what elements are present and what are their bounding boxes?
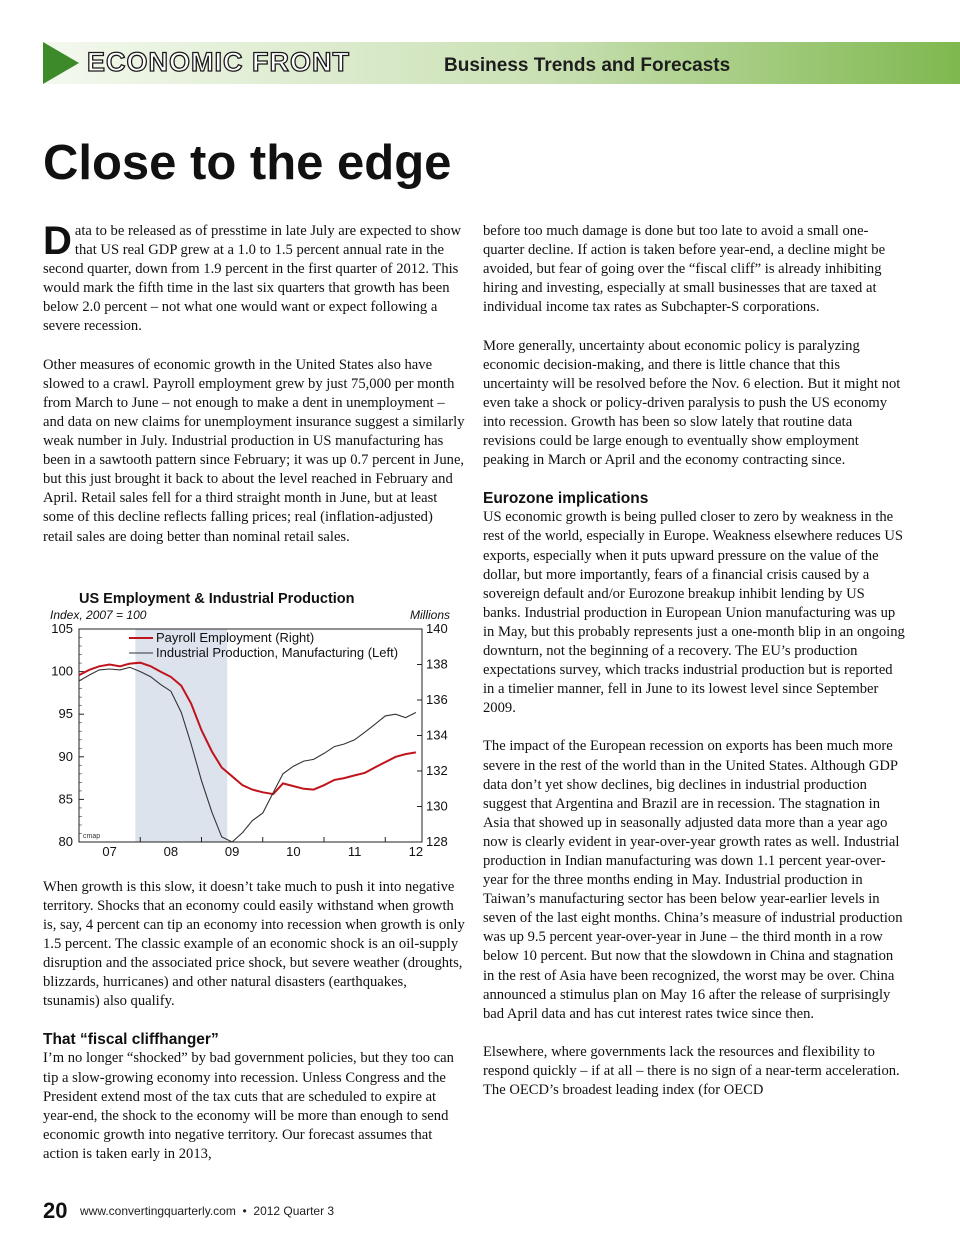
issue-label: 2012 Quarter 3 xyxy=(253,1204,335,1218)
legend-label: Industrial Production, Manufacturing (Left) xyxy=(156,645,399,660)
x-tick-label: 08 xyxy=(163,844,179,859)
right-tick-label: 130 xyxy=(426,798,448,814)
chart-title: US Employment & Industrial Production xyxy=(79,591,355,607)
footer-separator: • xyxy=(242,1204,247,1218)
footer-info xyxy=(80,1204,334,1218)
chart-legend xyxy=(129,630,398,660)
x-tick-label: 10 xyxy=(286,844,301,859)
section-subtitle: Business Trends and Forecasts xyxy=(444,55,731,76)
banner-arrow-icon xyxy=(43,42,79,84)
source-note: cmap xyxy=(83,833,101,840)
left-tick-label: 85 xyxy=(58,791,73,807)
employment-production-chart xyxy=(43,585,465,870)
section-banner xyxy=(43,42,960,84)
right-column xyxy=(483,222,905,1119)
page-number: 20 xyxy=(43,1198,68,1223)
x-tick-label: 07 xyxy=(102,844,117,859)
right-axis-label: Millions xyxy=(409,608,450,622)
right-tick-label: 134 xyxy=(426,727,448,743)
left-tick-label: 95 xyxy=(58,706,73,722)
right-tick-label: 128 xyxy=(426,834,448,849)
legend-label: Payroll Employment (Right) xyxy=(156,630,315,645)
right-tick-label: 136 xyxy=(426,692,448,707)
website-link[interactable]: www.convertingquarterly.com xyxy=(80,1204,236,1218)
paragraph: US economic growth is being pulled closer to zero by weakness in the rest of the world, especially in Europe. Weakness elsewhere reduces US exports, especially when it puts upward pressure on the value of the dollar, but more importantly, fears of a financial crisis caused by a sovereign default and/or Eurozone breakup inhibit lending by US banks. Industrial production in European Union manufacturing was up in May, but this probably represents just a one-month blip in an ongoing downturn, not the beginning of a recovery. The EU’s production expectations survey, which tracks industrial production but is reported in a timelier manner, fell in June to its lowest level since September 2009. xyxy=(483,509,905,717)
paragraph: before too much damage is done but too late to avoid a small one-quarter decline. If action is taken before year-end, a decline might be avoided, but fear of going over the “fiscal cliff” is already inhibiting hiring and investing, especially at small businesses that are taxed at individual income tax rates as Subchapter-S corporations. xyxy=(483,223,886,316)
right-tick-label: 138 xyxy=(426,656,448,672)
right-tick-label: 132 xyxy=(426,763,448,778)
x-tick-label: 09 xyxy=(224,844,240,859)
x-tick-label: 12 xyxy=(408,844,424,859)
left-tick-label: 90 xyxy=(58,748,73,764)
left-tick-label: 100 xyxy=(51,663,73,679)
left-axis-label: Index, 2007 = 100 xyxy=(50,608,147,622)
paragraph: Elsewhere, where governments lack the resources and flexibility to respond quickly – if at all – there is no sign of a near-term acceleration. The OECD’s broadest leading index (for OECD xyxy=(483,1043,900,1099)
paragraph: When growth is this slow, it doesn’t take much to push it into negative territory. Shocks that an economy could easily withstand when growth is, say, 4 percent can tip an economy into recession when growth is only 1.5 percent. The classic example of an economic shock is an oil-supply disruption and the associated price shock, but severe weather (droughts, blizzards, hurricanes) and other natural disasters (earthquakes, tsunamis) also qualify. xyxy=(43,878,465,1010)
subheading: That “fiscal cliffhanger” xyxy=(43,1031,219,1049)
right-tick-label: 140 xyxy=(426,621,448,636)
paragraph: The impact of the European recession on exports has been much more severe in the rest of the world than in the United States. Although GDP data don’t yet show declines, big declines in industrial production suggest that Argentina and Brazil are in recession. The stagnation in Asia that showed up in seasonally adjusted data more than a year ago now is clearly evident in year-over-year growth rates as well. Industrial production in Indian manufacturing was down 1.1 percent year-over-year for the three months ending in May. Industrial production in Taiwan’s manufacturing sector has been below year-earlier levels in seven of the last eight months. China’s measure of industrial production was up 9.5 percent year-over-year in June – the third month in a row below 10 percent. But now that the slowdown in China and stagnation in the rest of Asia have been recognized, the worst may be over. China announced a stimulus plan on May 16 after the release of surprisingly bad April data and has cut interest rates twice since then. xyxy=(483,738,903,1022)
section-brand: ECONOMIC FRONT xyxy=(87,47,350,77)
left-tick-label: 80 xyxy=(58,834,73,849)
paragraph: I’m no longer “shocked” by bad government policies, but they too can tip a slow-growing economy into recession. Unless Congress and the President extend most of the tax cuts that are scheduled to expire at year-end, the shock to the economy will be more than enough to send economic growth into negative territory. Our forecast assumes that action is taken early in 2013, xyxy=(43,1050,454,1162)
subheading: Eurozone implications xyxy=(483,490,649,508)
paragraph: More generally, uncertainty about economic policy is paralyzing economic decision-making, and there is little chance that this uncertainty will be resolved before the Nov. 6 election. But it might not even take a shock or policy-driven paralysis to push the US economy into recession. Growth has been so slow lately that routine data revisions could be large enough to eventually show employment peaking in March or April and the economy contracting since. xyxy=(483,337,901,469)
paragraph: Other measures of economic growth in the United States also have slowed to a crawl. Payroll employment grew by just 75,000 per month from March to June – not enough to make a dent in unemployment – and data on new claims for unemployment insurance suggest a similarly weak number in July. Industrial production in US manufacturing has been in a sawtooth pattern since February; it was up 0.7 percent in June, but this just brought it back to about the level reached in February and April. Retail sales fell for a third straight month in June, but at least some of this decline reflects falling prices; real (inflation-adjusted) retail sales are doing better than nominal retail sales. xyxy=(43,356,465,545)
article-title: Close to the edge xyxy=(43,136,452,190)
paragraph-text: ata to be released as of presstime in late July are expected to show that US real GDP grew at a 1.0 to 1.5 percent annual rate in the second quarter, down from 1.9 percent in the first quarter of 2012. This would mark the fifth time in the last six quarters that growth has been below 2.0 percent – not what one would want or expect following a severe recession. xyxy=(43,223,462,335)
x-tick-label: 11 xyxy=(347,844,362,859)
chart-svg xyxy=(43,585,465,870)
paragraph xyxy=(43,219,465,337)
recession-shading xyxy=(135,629,227,842)
industrial-production-line xyxy=(79,667,416,842)
drop-cap: D xyxy=(43,219,72,263)
payroll-employment-line xyxy=(79,663,416,794)
plot-frame xyxy=(79,629,422,842)
left-tick-label: 105 xyxy=(51,621,73,636)
